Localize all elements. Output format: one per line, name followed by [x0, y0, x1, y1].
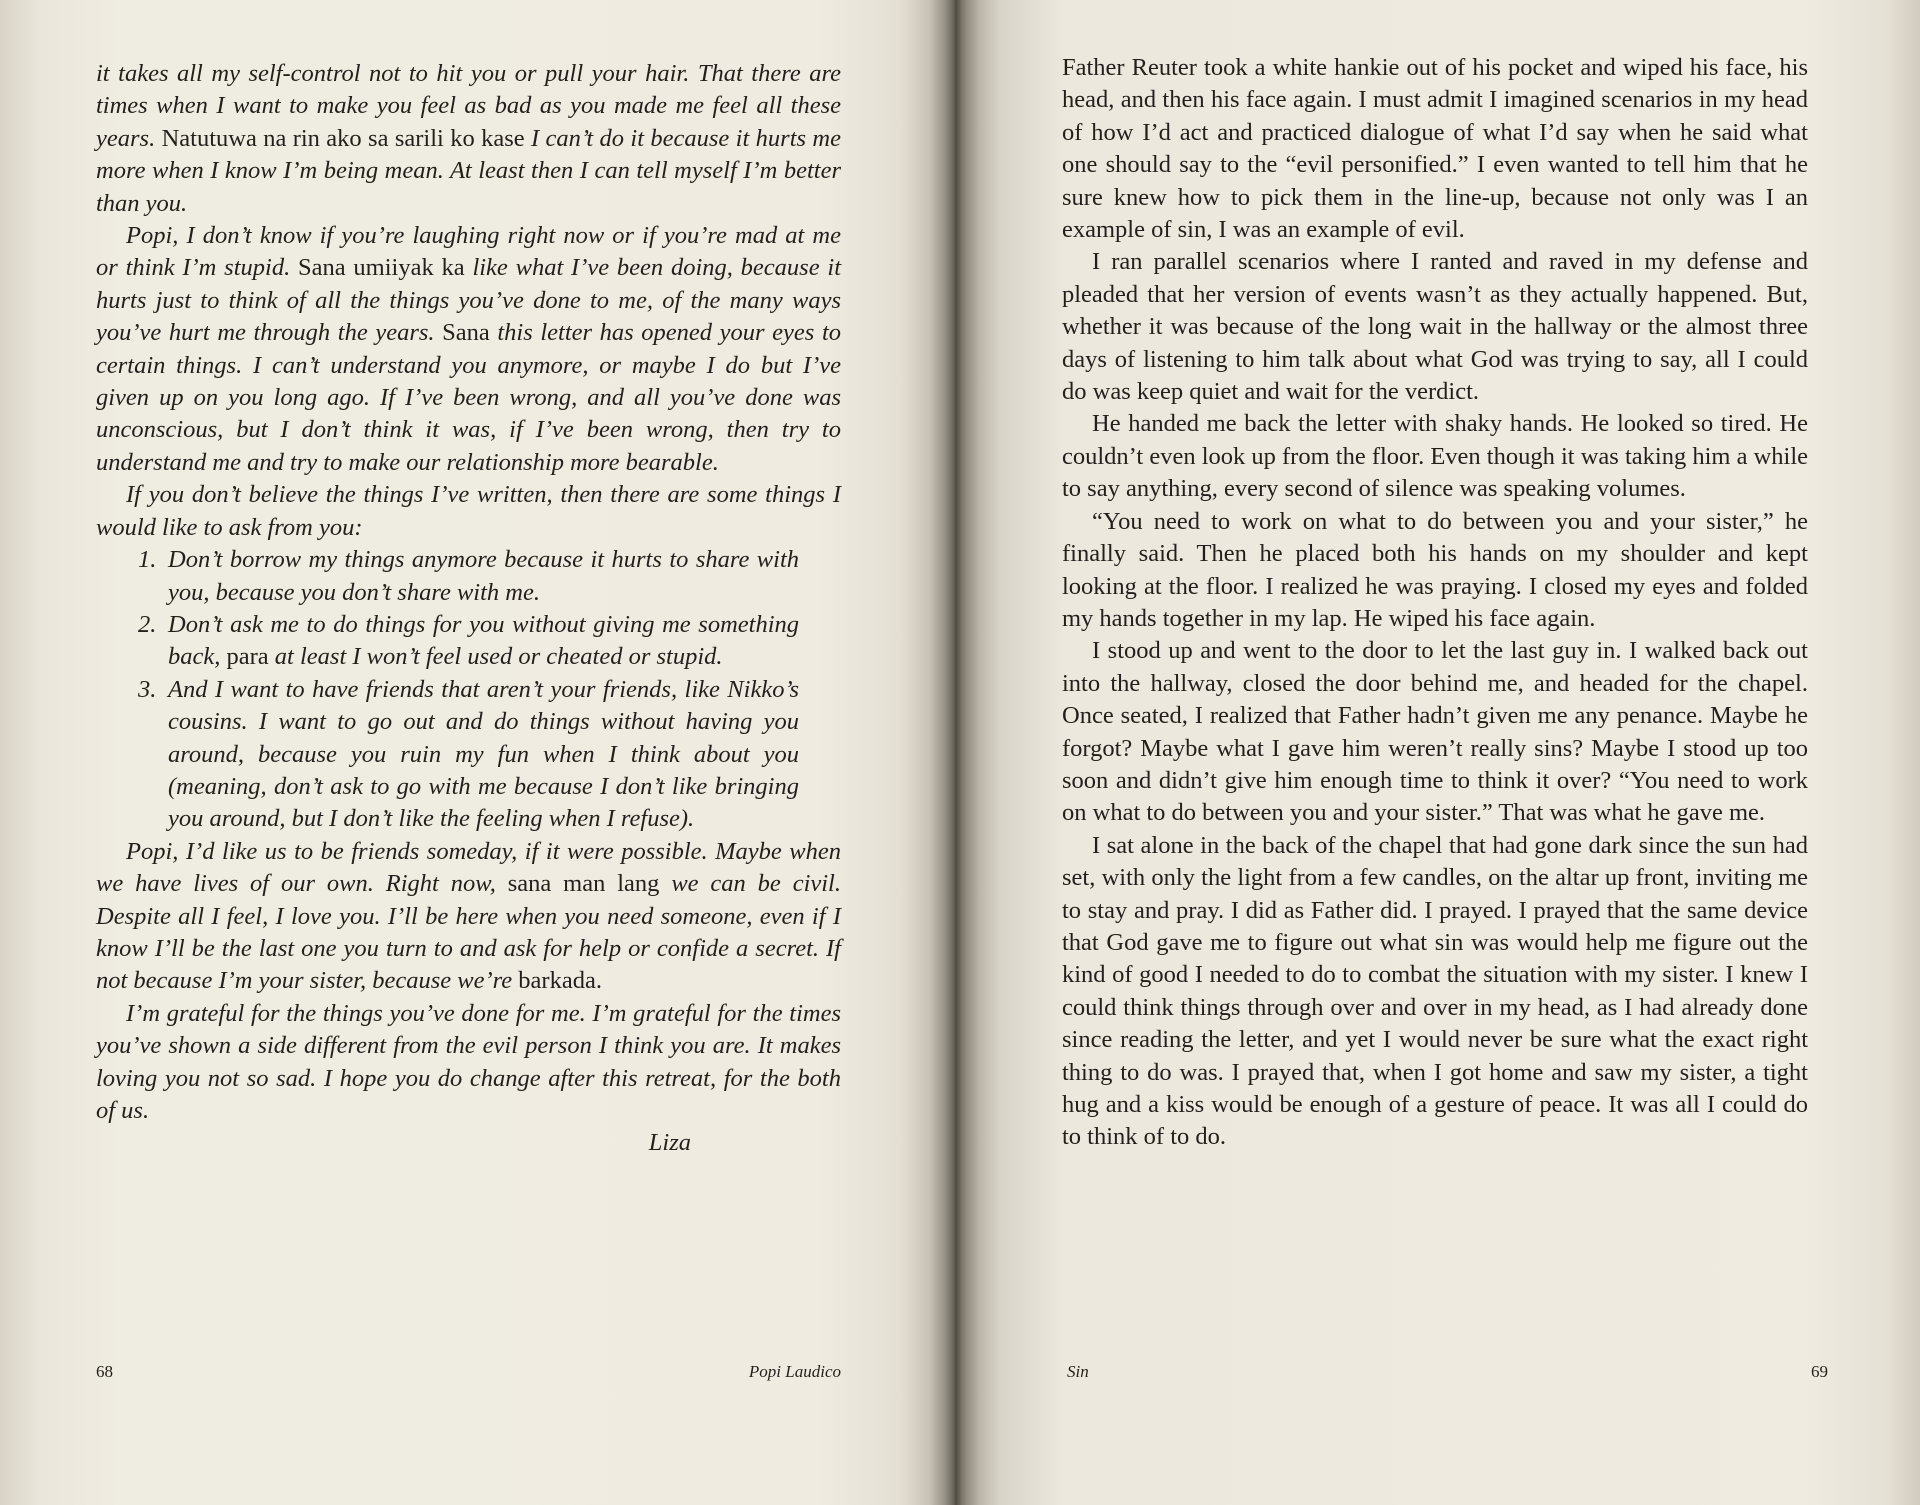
narrative-paragraph: I sat alone in the back of the chapel that had gone dark since the sun had set, with only the light from a few candles, on the altar up front, inviting me to stay and pray. I did as Father did. I prayed. I prayed that the same device that God gave me to figure out what sin was would help me figure out the kind of good I needed to do to combat the situation with my sister. I knew I could think things through over and over in my head, as I had already done since reading the letter, and yet I would never be sure what the exact right thing to do was. I prayed that, when I got home and saw my sister, a tight hug and a kiss would be enough of a gesture of peace. It was all I could do to think of to do.: [1062, 831, 1808, 1151]
roman-phrase: para: [226, 643, 275, 671]
narrative-paragraph: Father Reuter took a white hankie out of his pocket and wiped his face, his head, and then his face again. I must admit I imagined scenarios in my head of how I’d act and practiced dialogue of what I’d say when he said what one should say to the “evil personified.” I even wanted to tell him that he sure knew how to pick them in the line-up, because not only was I an example of sin, I was an example of evil.: [1062, 54, 1808, 244]
roman-phrase: sana man lang: [507, 870, 672, 898]
letter-paragraph: Popi, I don’t know if you’re laughing right now or if you’re mad at me or think I’m stupid. Sana umiiyak ka like what I’ve been doing, because it hurts just to think of all the things you’ve done to me, of the many ways you’ve hurt me through the years. Sana this letter has opened your eyes to certain things. I can’t understand you anymore, or maybe I do but I’ve given up on you long ago. If I’ve been wrong, and all you’ve done was unconscious, but I don’t think it was, if I’ve been wrong, then try to understand me and try to make our relationship more bearable.: [96, 222, 841, 476]
left-page: [0, 0, 955, 1505]
roman-phrase: Sana umiiyak ka: [298, 254, 473, 282]
letter-paragraph: it takes all my self-control not to hit you or pull your hair. That there are times when I want to make you feel as bad as you made me feel all these years. Natutuwa na rin ako sa sarili ko kase I can’t do it because it hurts me more when I know I’m being mean. At least then I can tell myself I’m better than you.: [96, 60, 841, 217]
roman-phrase: barkada.: [518, 967, 602, 995]
request-item: 2. Don’t ask me to do things for you without giving me something back, para at least I won’t feel used or cheated or stupid.: [138, 610, 799, 671]
letter-paragraph: If you don’t believe the things I’ve written, then there are some things I would like to ask from you:: [96, 481, 841, 541]
page-number-left: 68: [96, 1362, 113, 1381]
right-page: [955, 0, 1920, 1505]
request-number: 2.: [138, 610, 157, 638]
letter-paragraph: Popi, I’d like us to be friends someday, if it were possible. Maybe when we have lives of our own. Right now, sana man lang we can be civil. Despite all I feel, I love you. I’ll be here when you need someone, even if I know I’ll be the last one you turn to and ask for help or confide a secret. If not because I’m your sister, because we’re barkada.: [96, 837, 841, 995]
request-number: 1.: [138, 546, 157, 574]
letter-paragraph: I’m grateful for the things you’ve done for me. I’m grateful for the times you’ve shown a side different from the evil person I think you are. It makes loving you not so sad. I hope you do change after this retreat, for the both of us.: [96, 999, 841, 1124]
narrative-paragraph: “You need to work on what to do between you and your sister,” he finally said. Then he placed both his hands on my shoulder and kept looking at the floor. I realized he was praying. I closed my eyes and folded my hands together in my lap. He wiped his face again.: [1062, 507, 1808, 632]
narrative-text: [1062, 52, 1808, 1154]
letter-signature: Liza: [648, 1129, 691, 1157]
book-gutter: [930, 0, 980, 1505]
request-item: 1. Don’t borrow my things anymore because it hurts to share with you, because you don’t share with me.: [138, 546, 799, 606]
closing-paragraphs: [96, 836, 841, 1128]
letter-paragraphs: [96, 58, 841, 544]
letter-text: [96, 58, 841, 1160]
narrative-paragraph: I stood up and went to the door to let the last guy in. I walked back out into the hallway, closed the door behind me, and headed for the chapel. Once seated, I realized that Father hadn’t given me any penance. Maybe he forgot? Maybe what I gave him weren’t really sins? Maybe I stood up too soon and didn’t give him enough time to think it over? “You need to work on what to do between you and your sister.” That was what he gave me.: [1062, 637, 1808, 827]
roman-phrase: Natutuwa na rin ako sa sarili ko kase: [161, 124, 531, 152]
request-list: [96, 544, 841, 836]
running-head-left: Popi Laudico: [748, 1362, 841, 1381]
request-item: 3. And I want to have friends that aren’t your friends, like Nikko’s cousins. I want to go out and do things without having you around, because you ruin my fun when I think about you (meaning, don’t ask to go with me because I don’t like bringing you around, but I don’t like the feeling when I refuse).: [138, 675, 799, 833]
roman-phrase: Sana: [442, 319, 498, 347]
page-number-right: 69: [1811, 1362, 1828, 1381]
narrative-paragraph: I ran parallel scenarios where I ranted and raved in my defense and pleaded that her version of events wasn’t as they actually happened. But, whether it was because of the long wait in the hallway or the almost three days of listening to him talk about what God was trying to say, all I could do was keep quiet and wait for the verdict.: [1062, 248, 1808, 406]
narrative-paragraph: He handed me back the letter with shaky hands. He looked so tired. He couldn’t even look up from the floor. Even though it was taking him a while to say anything, every second of silence was speaking volumes.: [1062, 410, 1808, 503]
request-number: 3.: [138, 675, 157, 703]
running-head-right: Sin: [1067, 1362, 1089, 1381]
